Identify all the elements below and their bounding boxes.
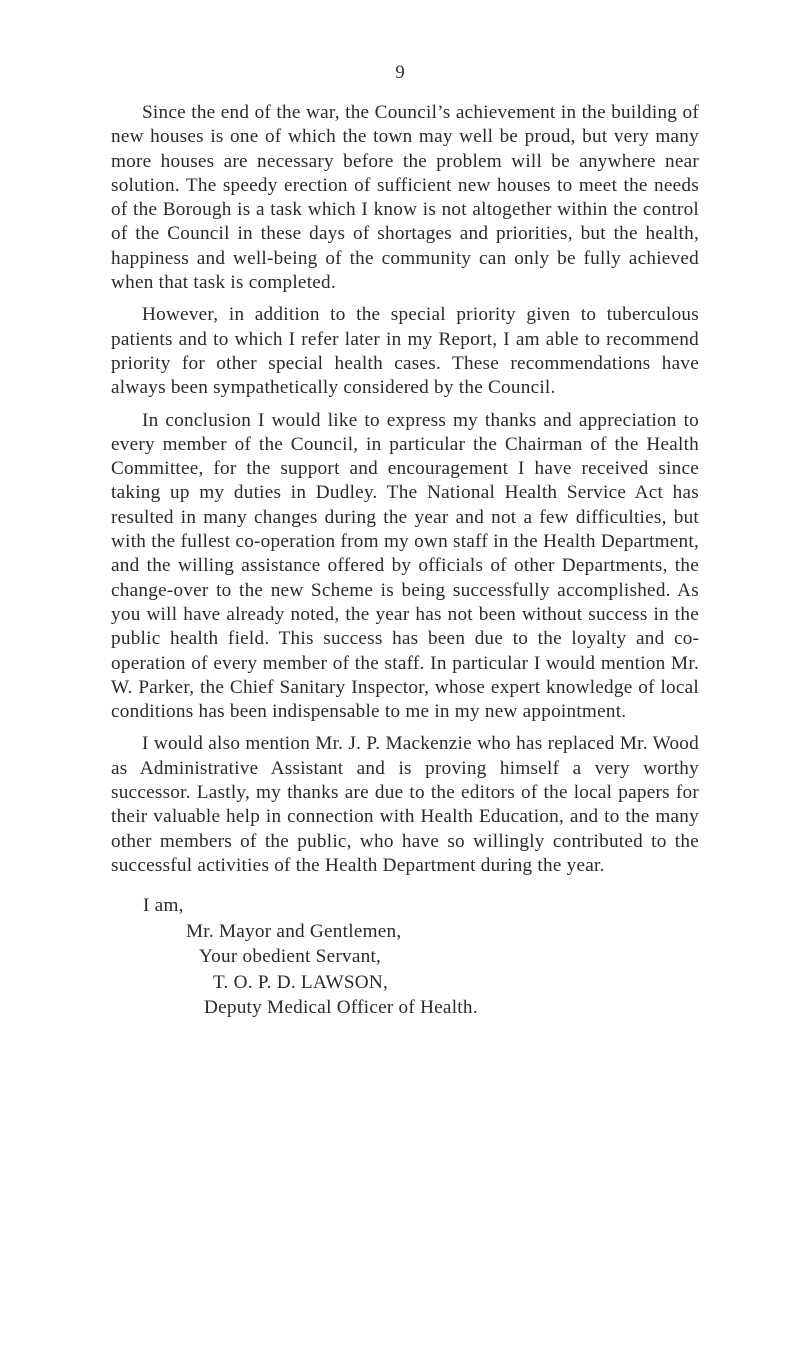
closing-valediction: Your obedient Servant, <box>199 946 382 967</box>
closing-salutation: Mr. Mayor and Gentlemen, <box>186 920 402 942</box>
paragraph-acknowledgements: I would also mention Mr. J. P. Mackenzie who has replaced Mr. Wood as Administrative Assistant and is proving himself a very worthy successor. Lastly, my thanks are due to the editors of the local papers for their valuable help in connection with Health Education, and to the many other members of the public, who have so willingly contributed to the successful activities of the Health Department during the year. <box>111 733 699 876</box>
paragraph-conclusion: In conclusion I would like to express my thanks and appreciation to every member of the Council, in particular the Chairman of the Health Committee, for the support and encouragement I have received since taking up my duties in Dudley. The National Health Service Act has resulted in many changes during the year and not a few difficulties, but with the fullest co-operation from my own staff in the Health Department, and the willing assistance offered by officials of other Departments, the change-over to the new Scheme is being successfully accomplished. As you will have already noted, the year has not been without success in the public health field. This success has been due to the loyalty and cooperation of every member of the staff. In particular I would mention Mr. W. Parker, the Chief Sanitary Inspector, whose expert knowledge of local conditions has been indispensable to me in my new appointment. <box>111 409 699 723</box>
paragraph-priority: However, in addition to the special priority given to tuberculous patients and to which I refer later in my Report, I am able to recommend priority for other special health cases. These recommendations have always been sympathetically considered by the Council. <box>111 304 699 399</box>
paragraph-housing: Since the end of the war, the Council’s achievement in the building of new houses is one of which the town may well be proud, but very many more houses are necessary before the problem will be anywhere near solution. The speedy erection of sufficient new houses to meet the needs of the Borough is a task which I know is not altogether within the control of the Council in these days of shortages and priorities, but the health, happiness and well-being of the community can only be fully achieved when that task is completed. <box>111 102 699 294</box>
signature-title: Deputy Medical Officer of Health. <box>204 997 478 1018</box>
letter-closing <box>111 893 711 1021</box>
closing-i-am: I am, <box>143 895 184 916</box>
letter-body <box>111 101 699 878</box>
page-number: 9 <box>395 62 405 83</box>
signature-name: T. O. P. D. LAWSON, <box>213 971 389 993</box>
